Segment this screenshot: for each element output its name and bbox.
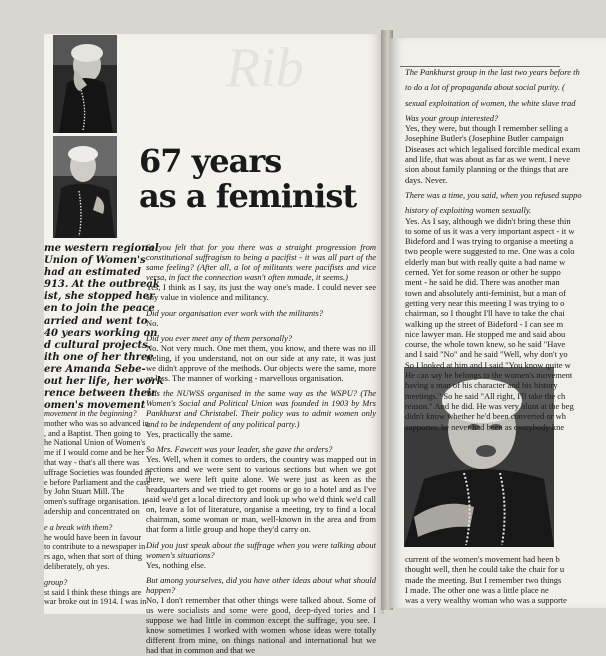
answer-text: deliberately, oh yes. bbox=[44, 561, 110, 571]
answer-text: uffrage Societies was founded in bbox=[44, 467, 152, 477]
question-text: Did you just speak about the suffrage when you were talking about women's situations? bbox=[146, 539, 376, 560]
answer-text: he would have been in favour bbox=[44, 532, 142, 542]
question-text: So Mrs. Fawcett was your leader, she gave the orders? bbox=[146, 443, 333, 454]
answer-text: and life, that was about as far as we went. I neve bbox=[405, 154, 570, 165]
question-text: Did you ever meet any of them personally? bbox=[146, 332, 293, 343]
question-text: sexual exploitation of women, the white slave trad bbox=[405, 97, 576, 108]
answer-text: walking up the street of Bideford - I can see m bbox=[405, 318, 564, 329]
answer-text: days. Never. bbox=[405, 174, 448, 185]
intro-line: ere Amanda Sebe- bbox=[44, 363, 146, 375]
answer-text: having a man of his character and his history bbox=[405, 380, 558, 391]
intro-line: 913. At the outbreak bbox=[44, 279, 160, 291]
intro-line: me western regional bbox=[44, 243, 159, 254]
answer-text: Yes, practically the same. bbox=[146, 428, 233, 439]
answer-text: ment - he said he did. There was another man bbox=[405, 277, 560, 288]
answer-text: Diseases act which legalised forcible medical exam bbox=[405, 143, 581, 154]
right-interview-column-top bbox=[405, 67, 582, 432]
answer-text: and I said "No" and he said "Well, why don't yo bbox=[405, 349, 568, 360]
answer-text: Yes. Well, when it comes to orders, the country was mapped out in sections and we were sent to various sections but when we got there, we were left quite alone. We were just as keen as the headquarters and we tried to get rooms or go to a hotel and as I've said we'd get a local directory and look up who we'd think we'd call on, leave a lot of literature, organise a meeting, try to find a local chairman, some woman or man, well-known in the area and from that form a little group and hope they'd carry on. bbox=[146, 453, 377, 535]
intro-line: arried and went to bbox=[44, 315, 148, 327]
question-text: to do a lot of propaganda about social purity. ( bbox=[405, 82, 565, 93]
question-text: movement in the beginning? bbox=[44, 409, 137, 418]
answer-text: two people were suggested to me. One was a colo bbox=[405, 246, 575, 257]
answer-text: cerned. Yet for some reason or other he suppo bbox=[405, 267, 561, 278]
answer-text: Bideford and I was trying to organise a meeting a bbox=[405, 236, 574, 247]
answer-text: he National Union of Women's bbox=[44, 438, 146, 448]
answer-text: to some of us it was a very important aspect - it w bbox=[405, 225, 575, 236]
answer-text: course, the whole town knew, so he said "Have bbox=[405, 339, 566, 350]
answer-text: adership and concentrated on bbox=[44, 506, 140, 516]
answer-text: war broke out in 1914. I was in bbox=[44, 597, 147, 607]
answer-text: Yes, I think as I say, its just the way one's made. I could never see any value in violence and militancy. bbox=[146, 282, 376, 303]
answer-text: , and a Baptist. Then going to bbox=[44, 428, 141, 438]
answer-text: me if I would come and be her bbox=[44, 448, 145, 458]
answer-text: elderly man but with really quite a bad name w bbox=[405, 256, 566, 267]
intro-line: d cultural projects. bbox=[44, 339, 152, 351]
answer-text: Josephine Butler's (Josephine Butler campaign bbox=[405, 133, 564, 144]
answer-text: reason." And he did. He was very blunt at the beg bbox=[405, 400, 574, 411]
answer-text: No. bbox=[146, 317, 159, 328]
right-interview-column-bottom bbox=[405, 554, 567, 606]
intro-standfirst bbox=[44, 243, 164, 412]
right-bottom-line: I made. The other one was a little place ne bbox=[405, 584, 549, 595]
answer-text: that way - that's all there was bbox=[44, 457, 140, 467]
intro-line: Union of Women's bbox=[44, 255, 146, 267]
photo-woman-hand-to-face bbox=[53, 35, 117, 133]
intro-line: en to join the peace bbox=[44, 303, 155, 315]
answer-text: Yes, nothing else. bbox=[146, 559, 207, 570]
answer-text: meetings." So he said "All right, I'll take the ch bbox=[405, 390, 566, 401]
answer-text: Yes. As I say, although we didn't bring these thin bbox=[405, 215, 571, 226]
faint-masthead-watermark: Rib bbox=[226, 37, 304, 99]
answer-text: chairman, so I thought I'll have to take the chai bbox=[405, 308, 565, 319]
right-bottom-line: current of the women's movement had been b bbox=[405, 554, 560, 564]
answer-text: rs ago, when that sort of thing bbox=[44, 552, 143, 562]
answer-text: didn't know whether he'd been converted or wh bbox=[405, 411, 566, 422]
intro-line: omen's movement bbox=[44, 400, 146, 412]
question-text: history of exploiting women sexually. bbox=[405, 205, 532, 216]
intro-line: ist, she stopped her bbox=[44, 291, 155, 303]
left-interview-column bbox=[44, 403, 152, 607]
answer-text: supporter, he never had been as everybody kne bbox=[405, 421, 565, 432]
answer-text: omen's suffrage organisation. It bbox=[44, 497, 148, 507]
right-bottom-line: was a very wealthy woman who was a supporte bbox=[405, 595, 567, 606]
question-text: Was the NUWSS organised in the same way as the WSPU? (The Women's Social and Political Union was founded in 1903 by Mrs Pankhurst and Christabel. Their policy was to admit women only and to be independent of any political party.) bbox=[146, 388, 376, 429]
answer-text: So I looked at him and I said "You know quite w bbox=[405, 359, 571, 370]
answer-text: nice lawyer man. He stopped me and said abou bbox=[405, 328, 566, 339]
question-text: There was a time, you said, when you refused suppo bbox=[405, 189, 582, 200]
answer-text: No, I don't remember that other things were talked about. Some of us were socialists and some were good, deep-dyed tories and I suppose we had little in common except the suffrage, you see. I know sometimes I worked with women whose ideas were totally different from mine, on things national and international but we had that in common and that we bbox=[146, 595, 376, 656]
right-bottom-line: made the meeting. But I remember two things bbox=[405, 574, 562, 585]
answer-text: He can say he belongs to the women's movement bbox=[405, 370, 573, 381]
question-text: e a break with them? bbox=[44, 522, 113, 532]
answer-text: e before Parliament and the case bbox=[44, 477, 151, 487]
question-text: So you felt that for you there was a straight progression from constitutional suffragism to being a pacifist - it was all part of the same feeling? (After all, a lot of militants were pacifists and vice versa, in fact the connection wasn't often mmade, it seems.) bbox=[146, 242, 376, 283]
intro-line: 40 years working on bbox=[44, 327, 158, 339]
question-text: The Pankhurst group in the last two years before th bbox=[405, 67, 580, 77]
title-line-2: as a feminist bbox=[139, 177, 357, 215]
intro-line: rence between their bbox=[44, 388, 157, 400]
answer-text: by John Stuart Mill. The bbox=[44, 487, 125, 497]
question-text: Was your group interested? bbox=[405, 112, 499, 123]
question-text: Did your organisation ever work with the militants? bbox=[146, 307, 323, 318]
answer-text: sion about family planning or the things that are bbox=[405, 164, 569, 175]
answer-text: getting very near this meeting I was trying to o bbox=[405, 297, 565, 308]
answer-text: to contribute to a newspaper in bbox=[44, 542, 146, 552]
answer-text: Yes, they were, but though I remember selling a bbox=[405, 123, 568, 134]
answer-text: st said I think these things are bbox=[44, 587, 142, 597]
answer-text: No. Not very much. One met them, you know, and there was no ill feeling, if you understand, not on our side at any rate, it was just we didn't approve of the methods. Our objects were the same, more or less. The manner of working - marvellous organisation. bbox=[146, 342, 376, 384]
main-interview-column bbox=[146, 242, 377, 656]
right-bottom-line: thought well, then he could take the chair for u bbox=[405, 564, 565, 575]
question-text: group? bbox=[44, 577, 68, 587]
answer-text: town and absolutely anti-feminist, but a man of bbox=[405, 287, 566, 298]
answer-text: mother who was so advanced in bbox=[44, 418, 149, 428]
photo-woman-speaking bbox=[53, 136, 117, 238]
intro-line: had an estimated bbox=[44, 267, 141, 279]
intro-line: ith one of her three bbox=[44, 351, 154, 363]
question-text: But among yourselves, did you have other ideas about what should happen? bbox=[146, 574, 376, 595]
article-title bbox=[139, 144, 379, 214]
intro-line: out her life, her work bbox=[44, 376, 164, 388]
title-line-1: 67 years bbox=[139, 142, 282, 180]
